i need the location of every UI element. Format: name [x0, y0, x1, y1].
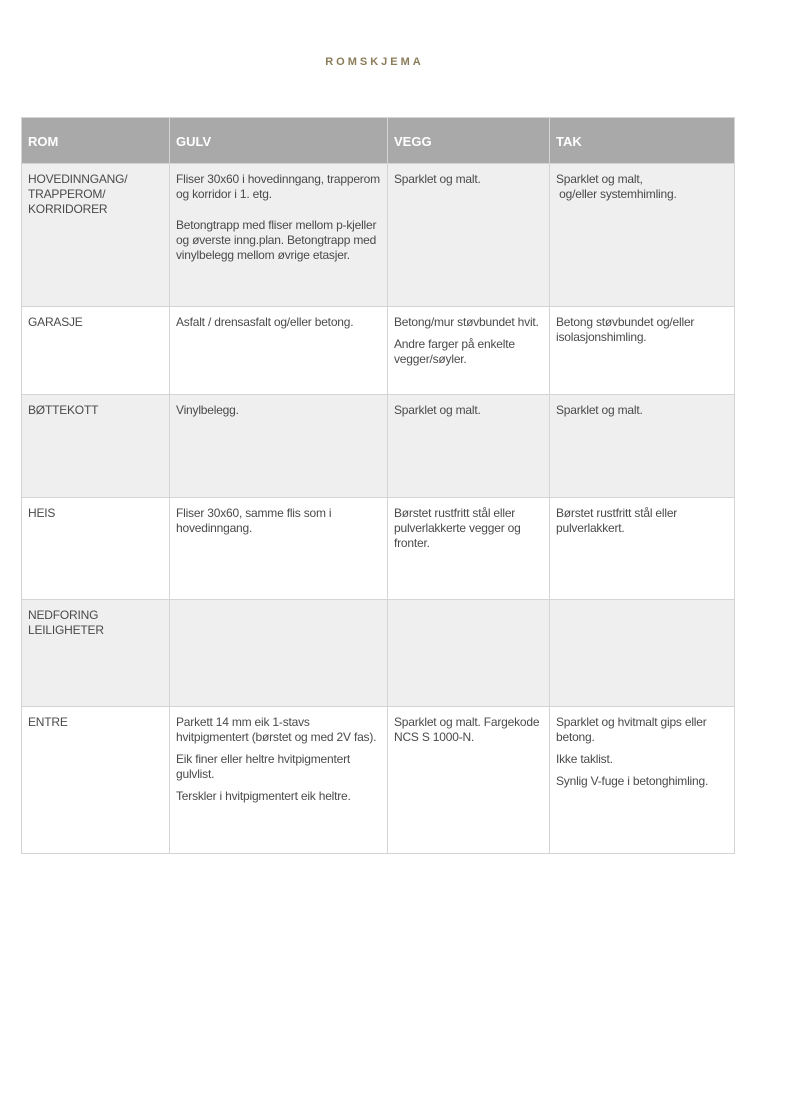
- room-name-line: BØTTEKOTT: [28, 403, 99, 417]
- wall-cell: [388, 307, 550, 395]
- wall-cell: [388, 498, 550, 600]
- ceiling-text: Sparklet og malt.: [556, 403, 643, 417]
- wall-cell: [388, 600, 550, 707]
- room-name-line: HOVEDINNGANG/: [28, 172, 128, 186]
- column-header-rom: ROM: [22, 118, 170, 164]
- floor-cell: [170, 498, 388, 600]
- room-name-line: HEIS: [28, 506, 56, 520]
- floor-text: Parkett 14 mm eik 1-stavs hvitpigmentert (børstet og med 2V fas).: [176, 715, 377, 744]
- room-schedule-table: [21, 117, 735, 854]
- ceiling-text: [556, 172, 728, 202]
- wall-cell: [388, 707, 550, 854]
- wall-text: Børstet rustfritt stål eller pulverlakkerte vegger og fronter.: [394, 506, 521, 550]
- wall-text: Sparklet og malt.: [394, 172, 481, 186]
- room-name-line: NEDFORING: [28, 608, 99, 622]
- table-row: [22, 600, 735, 707]
- ceiling-cell: [550, 707, 735, 854]
- ceiling-text: Synlig V-fuge i betonghimling.: [556, 774, 709, 788]
- ceiling-text: Betong støvbundet og/eller isolasjonshimling.: [556, 315, 695, 344]
- floor-cell: [170, 600, 388, 707]
- floor-cell: [170, 164, 388, 307]
- table-header-row: [22, 118, 735, 164]
- room-name-cell: [22, 600, 170, 707]
- wall-text: Andre farger på enkelte vegger/søyler.: [394, 337, 515, 366]
- column-header-gulv: GULV: [170, 118, 388, 164]
- floor-text: Vinylbelegg.: [176, 403, 239, 417]
- table-row: [22, 395, 735, 498]
- ceiling-text: Ikke taklist.: [556, 752, 613, 766]
- floor-text: Asfalt / drensasfalt og/eller betong.: [176, 315, 354, 329]
- table-row: [22, 307, 735, 395]
- ceiling-text: Sparklet og hvitmalt gips eller betong.: [556, 715, 707, 744]
- floor-cell: [170, 307, 388, 395]
- ceiling-text-line: og/eller systemhimling.: [556, 187, 677, 201]
- room-name-line: LEILIGHETER: [28, 623, 104, 637]
- ceiling-cell: [550, 164, 735, 307]
- floor-text: Eik finer eller heltre hvitpigmentert gulvlist.: [176, 752, 351, 781]
- column-header-vegg: VEGG: [388, 118, 550, 164]
- wall-cell: [388, 164, 550, 307]
- floor-text: Betongtrapp med fliser mellom p-kjeller og øverste inng.plan. Betongtrapp med vinylbelegg mellom øvrige etasjer.: [176, 218, 377, 262]
- ceiling-cell: [550, 498, 735, 600]
- table-row: [22, 164, 735, 307]
- room-name-cell: [22, 164, 170, 307]
- page-title: ROMSKJEMA: [325, 56, 424, 68]
- wall-text: Sparklet og malt. Fargekode NCS S 1000-N.: [394, 715, 540, 744]
- wall-cell: [388, 395, 550, 498]
- ceiling-text: Børstet rustfritt stål eller pulverlakkert.: [556, 506, 678, 535]
- floor-text: Fliser 30x60, samme flis som i hovedinngang.: [176, 506, 332, 535]
- room-name-cell: [22, 395, 170, 498]
- ceiling-text-line: Sparklet og malt,: [556, 172, 643, 186]
- floor-cell: [170, 395, 388, 498]
- wall-text: Sparklet og malt.: [394, 403, 481, 417]
- column-header-tak: TAK: [550, 118, 735, 164]
- floor-text: Fliser 30x60 i hovedinngang, trapperom og korridor i 1. etg.: [176, 172, 380, 201]
- floor-text: Terskler i hvitpigmentert eik heltre.: [176, 789, 351, 803]
- room-name-line: KORRIDORER: [28, 202, 108, 216]
- room-name-cell: [22, 498, 170, 600]
- table-row: [22, 498, 735, 600]
- room-name-line: GARASJE: [28, 315, 83, 329]
- wall-text: Betong/mur støvbundet hvit.: [394, 315, 539, 329]
- room-name-cell: [22, 307, 170, 395]
- ceiling-cell: [550, 600, 735, 707]
- floor-cell: [170, 707, 388, 854]
- ceiling-cell: [550, 395, 735, 498]
- room-name-cell: [22, 707, 170, 854]
- room-name-line: TRAPPEROM/: [28, 187, 106, 201]
- table-row: [22, 707, 735, 854]
- ceiling-cell: [550, 307, 735, 395]
- room-name-line: ENTRE: [28, 715, 68, 729]
